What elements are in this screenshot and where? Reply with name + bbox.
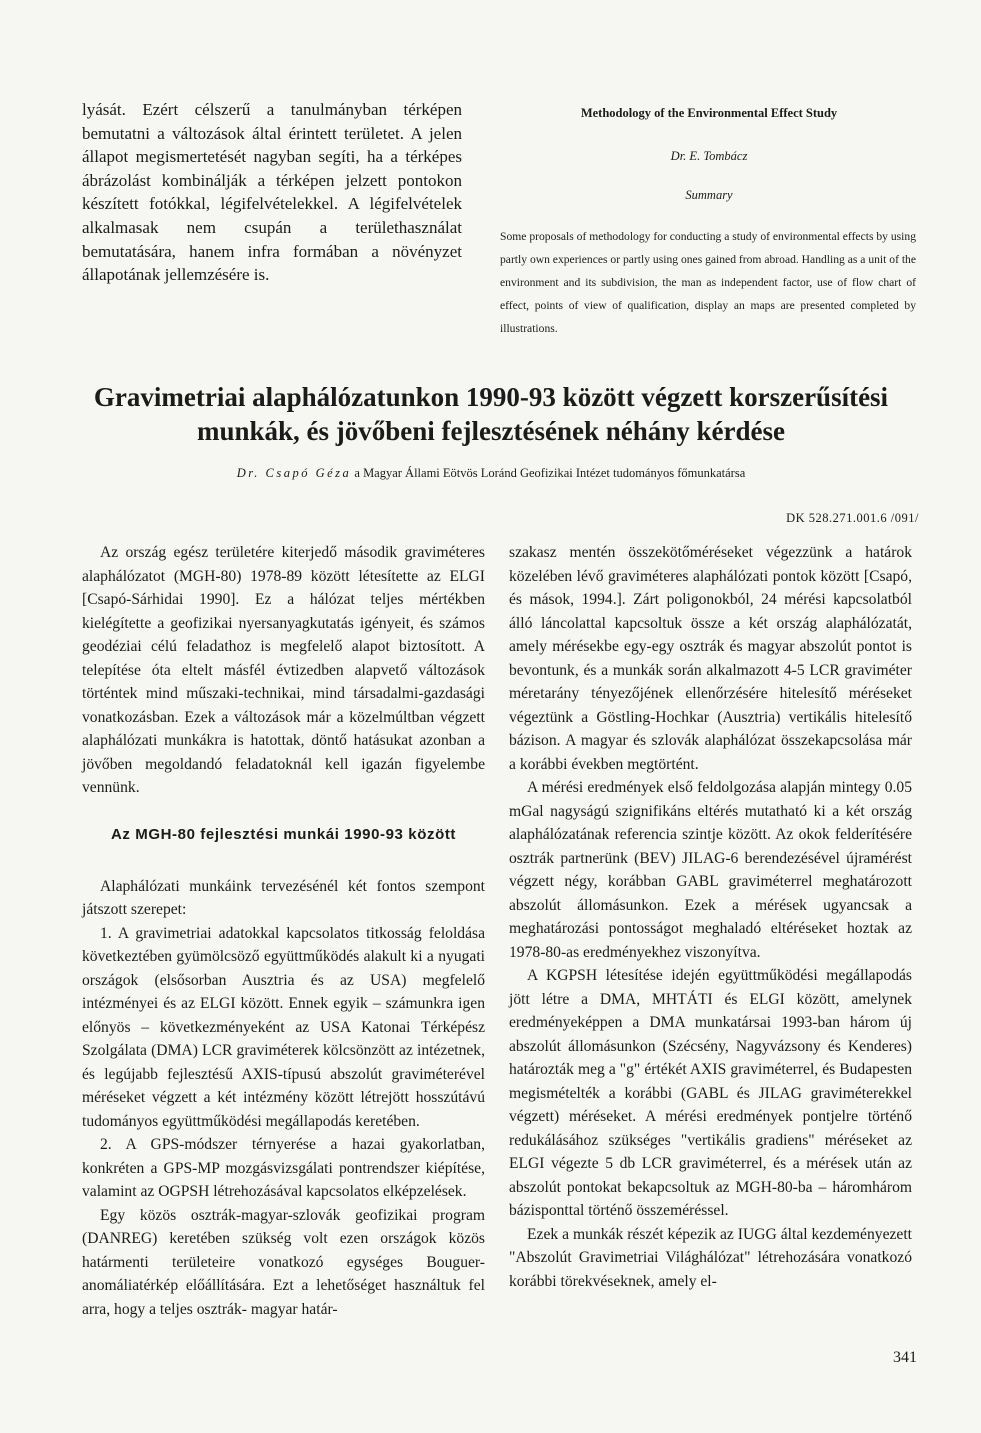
author-name: Dr. Csapó Géza	[236, 466, 352, 480]
article-title-line-1: Gravimetriai alaphálózatunkon 1990-93 között végzett korszerűsítési	[93, 382, 889, 412]
right-column	[509, 541, 912, 1293]
author-affiliation: a Magyar Állami Eötvös Loránd Geofizikai Intézet tudományos főmunkatársa	[351, 466, 746, 480]
summary-text: Some proposals of methodology for conducting a study of environmental effects by using partly own experiences or partly using ones gained from abroad. Handling as a unit of the environment and its subdivision, the man as independent factor, use of flow chart of effect, points of view of qualification, display an maps are presented completed by illustrations.	[500, 230, 916, 335]
paragraph: Alaphálózati munkáink tervezésénél két fontos szempont játszott szerepet:	[82, 877, 485, 918]
paragraph: 1. A gravimetriai adatokkal kapcsolatos titkosság feloldása következtében gyümölcsöző együttműködés alakult ki a nyugati országok (elsősorban Ausztria és az USA) megfelelő intézményei és az ELGI között. Ennek egyik – számunkra igen előnyös – következményeként az USA Katonai Térképész Szolgálata (DMA) LCR graviméterek kölcsönzött az intézetnek, és legújabb fejlesztésű AXIS-típusú abszolút graviméterével méréseket végzett a két intézmény között létrejött hosszútávú tudományos együttműködési megállapodás keretében.	[82, 924, 485, 1130]
article-byline	[60, 466, 922, 481]
english-summary-block	[500, 106, 918, 340]
continued-paragraph-block	[82, 98, 462, 287]
article-title-line-2: munkák, és jövőbeni fejlesztésének néhány kérdése	[197, 416, 785, 446]
summary-label: Summary	[685, 188, 733, 202]
page-number: 341	[893, 1349, 917, 1366]
paragraph: A KGPSH létesítése idején együttműködési megállapodás jött létre a DMA, MHTÁTI és ELGI között, amelynek eredményeképpen a DMA munkatársai 1993-ban három új abszolút állomásunkon (Szécsény, Nagyvázsony és Kenderes) határozták meg a "g" értékét AXIS graviméterrel, és Budapesten megismételték a korábbi (GABL és JILAG graviméterekkel végzett) méréseket. A mérési eredmények pontjelre történő redukálásához szükséges "vertikális gradiens" méréseket az ELGI végezte 5 db LCR graviméterrel, és a mérések után az abszolút pontokat bekapcsoltuk az MGH-80-ba – háromhárom bázisponttal történő összeméréssel.	[509, 967, 912, 1219]
section-heading: Az MGH-80 fejlesztési munkái 1990-93 között	[110, 825, 457, 843]
paragraph: A mérési eredmények első feldolgozása alapján mintegy 0.05 mGal nagyságú szignifikáns eltérés mutatható ki a két ország alaphálózatának referencia szintje között. Az okok felderítésére osztrák partnerünk (BEV) JILAG-6 berendezésével újramérést végzett négy, korábban GABL graviméterrel meghatározott abszolút állomásunkon. Ezek a mérések ugyancsak a meghatározási pontosságot meghaladó eltéréseket hoztak az 1978-80-as eredményekhez viszonyítva.	[509, 779, 912, 961]
paragraph: Egy közös osztrák-magyar-szlovák geofizikai program (DANREG) keretében szükség volt ezen országok közös határmenti területeire vonatkozó egységes Bouguer- anomáliatérkép előállítására. Ezt a lehetőséget használtuk fel arra, hogy a teljes osztrák- magyar határ-	[82, 1206, 485, 1318]
paragraph: 2. A GPS-módszer térnyerése a hazai gyakorlatban, konkréten a GPS-MP mozgásvizsgálati pontrendszer kiépítése, valamint az OGPSH létrehozásával kapcsolatos elképzelések.	[82, 1136, 485, 1200]
summary-author: Dr. E. Tombácz	[670, 149, 748, 163]
intro-paragraph: Az ország egész területére kiterjedő második graviméteres alaphálózatot (MGH-80) 1978-89 között létesítette az ELGI [Csapó-Sárhidai 1990]. Ez a hálózat teljes mértékben kielégítette a geofizikai nyersanyagkutatás igényeit, és számos geodéziai célú feladathoz is megfelelő alapot biztosított. A telepítése óta eltelt másfél évtizedben alapvető változások történtek mind műszaki-technikai, mind társadalmi-gazdasági vonatkozásban. Ezek a változások már a közelmúltban végzett alaphálózati munkákra is hatottak, döntő hatásukat azonban a jövőben megoldandó feladatoknál kell igazán figyelembe vennünk.	[82, 544, 485, 796]
paragraph: Ezek a munkák részét képezik az IUGG által kezdeményezett "Abszolút Gravimetriai Világhálózat" létrehozására vonatkozó korábbi törekvéseknek, amely el-	[509, 1225, 912, 1290]
classification-code: DK 528.271.001.6 /091/	[786, 511, 919, 525]
summary-article-title: Methodology of the Environmental Effect Study	[580, 106, 838, 120]
left-column	[82, 541, 485, 1321]
article-title	[60, 380, 922, 448]
continued-paragraph: lyását. Ezért célszerű a tanulmányban térképen bemutatni a változások által érintett területet. A jelen állapot megismertetését nagyban segíti, ha a térképes ábrázolást kombinálják a térképen jelzett pontokon készített fotókkal, légifelvételekkel. A légifelvételek alkalmasak nem csupán a területhasználat bemutatására, hanem infra formában a növényzet állapotának jellemzésére is.	[82, 100, 462, 285]
paragraph: szakasz mentén összekötőméréseket végezzünk a határok közelében lévő graviméteres alaphálózati pontok között [Csapó, és mások, 1994.]. Zárt poligonokból, 24 mérési kapcsolatból álló láncolattal kapcsoltuk össze a két ország alaphálózatát, amely mérésekbe egy-egy osztrák és magyar abszolút pontot is bevontunk, és a munkák során alkalmazott 4-5 LCR graviméter méretarány tényezőjének ellenőrzésére hitelesítő méréseket végeztünk a Göstling-Hochkar (Ausztria) vertikális hitelesítő bázison. A magyar és szlovák alaphálózat összekapcsolása már a korábbi években megtörtént.	[509, 544, 912, 773]
